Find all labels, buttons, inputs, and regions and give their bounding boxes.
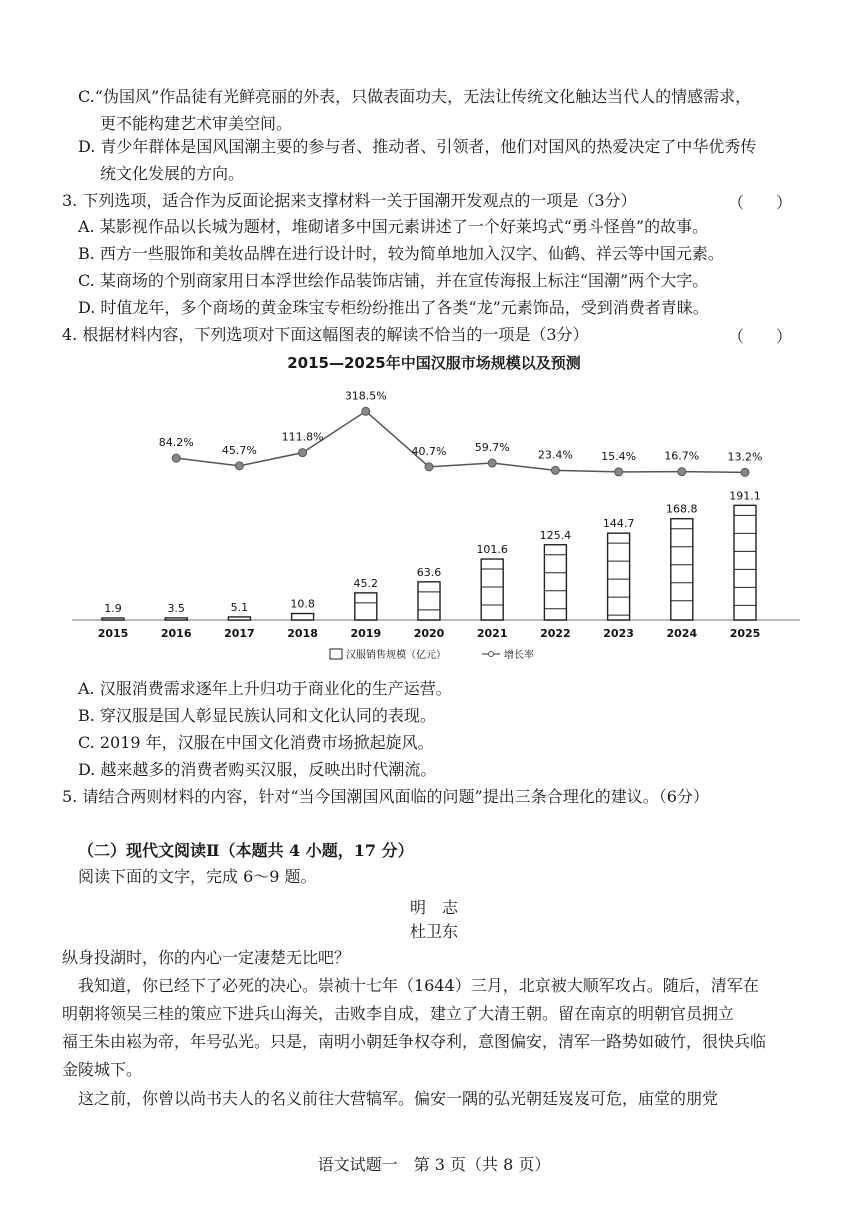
growth-label-2018: 111.8% (281, 430, 324, 444)
bar-label-2015: 1.9 (104, 602, 122, 615)
growth-label-2019: 318.5% (344, 389, 387, 403)
growth-label-2021: 59.7% (474, 441, 510, 455)
hanfu-market-chart (0, 370, 868, 680)
x-tick-2020: 2020 (413, 627, 445, 640)
growth-label-2016: 84.2% (158, 436, 194, 450)
growth-label-2023: 15.4% (601, 449, 637, 463)
x-tick-2018: 2018 (287, 627, 318, 640)
bar-label-2018: 10.8 (290, 597, 315, 611)
bar-label-2021: 101.6 (476, 543, 508, 557)
bar-2016 (165, 618, 187, 620)
growth-point-2016 (172, 454, 180, 462)
bar-2018 (292, 614, 314, 620)
growth-label-2017: 45.7% (221, 443, 257, 457)
bar-label-2016: 3.5 (167, 601, 185, 615)
bar-label-2024: 168.8 (666, 502, 698, 516)
q4-stem: 4. 根据材料内容，下列选项对下面这幅图表的解读不恰当的一项是（3分） (62, 325, 589, 344)
paragraph-1: 纵身投湖时，你的内心一定凄楚无比吧？ (62, 948, 351, 967)
growth-label-2020: 40.7% (411, 444, 447, 458)
q2-option-c-line2: 更不能构建艺术审美空间。 (100, 114, 293, 133)
x-tick-2016: 2016 (160, 627, 192, 640)
q3-option-c: C. 某商场的个别商家用日本浮世绘作品装饰店铺，并在宣传海报上标注“国潮”两个大字。 (78, 271, 709, 290)
growth-point-2024 (678, 468, 686, 476)
growth-point-2025 (741, 468, 749, 476)
legend-line-label: 增长率 (504, 650, 534, 661)
q2-option-c-line1: C.“伪国风”作品徒有光鲜亮丽的外表，只做表面功夫，无法让传统文化触达当代人的情感需求， (78, 87, 752, 106)
section-heading: （二）现代文阅读Ⅱ（本题共 4 小题，17 分） (78, 841, 414, 860)
paragraph-2-line3: 福王朱由崧为帝，年号弘光。只是，南明小朝廷争权夺利，意图偏安，清军一路势如破竹，很快兵临 (62, 1032, 767, 1051)
x-tick-2021: 2021 (476, 627, 508, 640)
growth-point-2019 (362, 407, 370, 415)
x-tick-2017: 2017 (224, 627, 255, 640)
growth-point-2020 (425, 463, 433, 471)
q3-answer-bracket[interactable]: （ ） (728, 193, 793, 212)
paragraph-3: 这之前，你曾以尚书夫人的名义前往大营犒军。偏安一隅的弘光朝廷岌岌可危，庙堂的朋党 (78, 1089, 719, 1108)
growth-point-2017 (235, 462, 243, 470)
bar-2025 (734, 505, 756, 620)
growth-point-2021 (488, 459, 496, 467)
chart-title: 2015—2025年中国汉服市场规模以及预测 (287, 354, 581, 372)
growth-label-2025: 13.2% (727, 450, 763, 464)
q3-option-b: B. 西方一些服饰和美妆品牌在进行设计时，较为简单地加入汉字、仙鹤、祥云等中国元素。 (78, 244, 724, 263)
x-tick-2019: 2019 (350, 627, 382, 640)
bar-label-2019: 45.2 (353, 576, 379, 590)
bar-label-2020: 63.6 (416, 565, 442, 579)
q4-option-d: D. 越来越多的消费者购买汉服，反映出时代潮流。 (78, 760, 437, 779)
article-title: 明 志 (409, 898, 458, 917)
paragraph-2-line2: 明朝将领吴三桂的策应下进兵山海关，击败李自成，建立了大清王朝。留在南京的明朝官员拥立 (62, 1004, 735, 1023)
paragraph-2-line4: 金陵城下。 (62, 1060, 143, 1079)
x-tick-2015: 2015 (97, 627, 129, 640)
growth-label-2024: 16.7% (664, 449, 700, 463)
q3-stem: 3. 下列选项，适合作为反面论据来支撑材料一关于国潮开发观点的一项是（3分） (62, 191, 637, 210)
q2-option-d-line2: 统文化发展的方向。 (100, 164, 245, 183)
bar-2017 (228, 617, 250, 620)
bar-2019 (355, 593, 377, 620)
x-tick-2025: 2025 (729, 627, 761, 640)
q3-option-a: A. 某影视作品以长城为题材，堆砌诸多中国元素讲述了一个好莱坞式“勇斗怪兽”的故事。 (78, 217, 709, 236)
x-tick-2023: 2023 (603, 627, 634, 640)
q4-answer-bracket[interactable]: （ ） (728, 327, 793, 346)
bar-label-2017: 5.1 (230, 600, 249, 614)
growth-rate-line (176, 411, 745, 472)
bar-label-2023: 144.7 (602, 517, 635, 531)
x-tick-2024: 2024 (666, 627, 698, 640)
bar-2020 (418, 582, 440, 620)
x-tick-2022: 2022 (540, 627, 571, 640)
paragraph-2-line1: 我知道，你已经下了必死的决心。崇祯十七年（1644）三月，北京被大顺军攻占。随后，清军在 (78, 976, 759, 995)
bar-label-2022: 125.4 (539, 528, 572, 542)
section-instruction: 阅读下面的文字，完成 6～9 题。 (78, 867, 317, 886)
page-footer: 语文试题一 第 3 页（共 8 页） (317, 1155, 551, 1174)
q4-option-c: C. 2019 年，汉服在中国文化消费市场掀起旋风。 (78, 733, 434, 752)
q3-option-d: D. 时值龙年，多个商场的黄金珠宝专柜纷纷推出了各类“龙”元素饰品，受到消费者青睐。 (78, 298, 709, 317)
legend-bar-swatch (330, 649, 342, 659)
bar-label-2025: 191.1 (729, 489, 761, 503)
q5-stem: 5. 请结合两则材料的内容，针对“当今国潮国风面临的问题”提出三条合理化的建议。（6分） (62, 787, 709, 806)
legend-bar-label: 汉服销售规模（亿元） (346, 650, 446, 661)
q2-option-d-line1: D. 青少年群体是国风国潮主要的参与者、推动者、引领者，他们对国风的热爱决定了中华优秀传 (78, 137, 757, 156)
article-author: 杜卫东 (409, 922, 458, 941)
growth-label-2022: 23.4% (537, 448, 573, 462)
q4-option-b: B. 穿汉服是国人彰显民族认同和文化认同的表现。 (78, 706, 436, 725)
growth-point-2018 (299, 449, 307, 457)
bar-2023 (608, 533, 630, 620)
growth-point-2022 (551, 466, 559, 474)
bar-2024 (671, 519, 693, 620)
bar-2021 (481, 559, 503, 620)
legend-line-marker (489, 652, 494, 657)
growth-point-2023 (615, 468, 623, 476)
bar-2015 (102, 618, 124, 620)
q4-option-a: A. 汉服消费需求逐年上升归功于商业化的生产运营。 (78, 679, 452, 698)
